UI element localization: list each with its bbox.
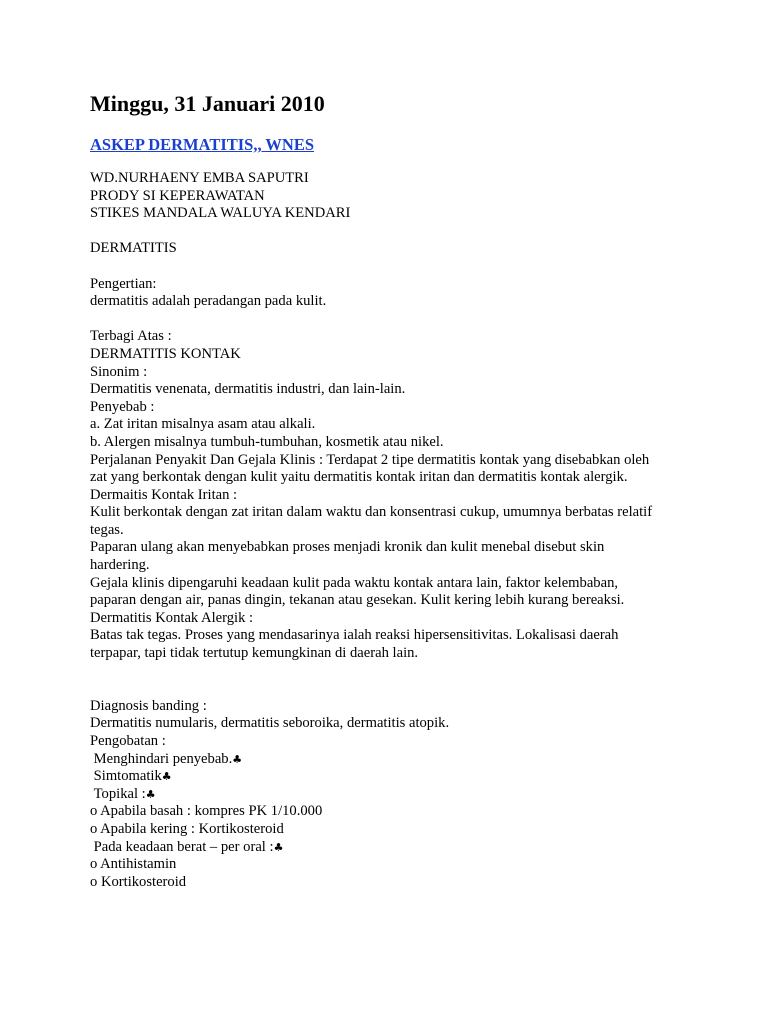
text-line: Dermatitis numularis, dermatitis seboroika, dermatitis atopik. — [90, 715, 450, 732]
section-title: DERMATITIS — [90, 240, 177, 257]
text-line: Batas tak tegas. Proses yang mendasarinya ialah reaksi hipersensitivitas. Lokalisasi daerah — [90, 627, 619, 644]
club-bullet-icon: ♣ — [161, 770, 172, 784]
text-line: a. Zat iritan misalnya asam atau alkali. — [90, 416, 316, 433]
blog-post — [90, 88, 690, 891]
text-line: b. Alergen misalnya tumbuh-tumbuhan, kosmetik atau nikel. — [90, 433, 444, 450]
treatment-text: Pada keadaan berat – per oral : — [90, 838, 274, 855]
text-line: hardering. — [90, 557, 150, 574]
treatment-item — [90, 821, 690, 839]
post-title-link[interactable]: ASKEP DERMATITIS,, WNES — [90, 135, 315, 154]
author-program: PRODY SI KEPERAWATAN — [90, 187, 265, 204]
text-line: Dermatitis Kontak Alergik : — [90, 609, 254, 626]
classification-block — [90, 328, 690, 662]
treatment-item — [90, 768, 690, 786]
treatment-item — [90, 751, 690, 769]
treatment-text: o Apabila kering : Kortikosteroid — [90, 820, 284, 837]
treatment-text: o Kortikosteroid — [90, 873, 187, 890]
text-line: Dermatitis venenata, dermatitis industri, dan lain-lain. — [90, 381, 406, 398]
text-line: Dermaitis Kontak Iritan : — [90, 486, 238, 503]
author-institution: STIKES MANDALA WALUYA KENDARI — [90, 205, 351, 222]
treatment-item — [90, 874, 690, 892]
text-line: tegas. — [90, 521, 124, 538]
text-line: paparan dengan air, panas dingin, tekanan atau gesekan. Kulit kering lebih kurang bereaksi. — [90, 592, 625, 609]
definition-text: dermatitis adalah peradangan pada kulit. — [90, 293, 327, 310]
text-line: Gejala klinis dipengaruhi keadaan kulit pada waktu kontak antara lain, faktor kelembaban, — [90, 574, 619, 591]
text-line: Terbagi Atas : — [90, 328, 172, 345]
club-bullet-icon: ♣ — [273, 840, 284, 854]
text-line: Sinonim : — [90, 363, 148, 380]
treatment-text: Menghindari penyebab. — [90, 750, 233, 767]
treatment-item — [90, 803, 690, 821]
treatment-text: o Antihistamin — [90, 856, 177, 873]
treatment-text: Simtomatik — [90, 768, 162, 785]
treatment-item — [90, 839, 690, 857]
post-body — [90, 170, 690, 891]
date-heading: Minggu, 31 Januari 2010 — [90, 91, 325, 116]
text-line: zat yang berkontak dengan kulit yaitu dermatitis kontak iritan dan dermatitis kontak alergik. — [90, 469, 628, 486]
treatment-text: o Apabila basah : kompres PK 1/10.000 — [90, 803, 323, 820]
definition-label: Pengertian: — [90, 275, 157, 292]
text-line: Perjalanan Penyakit Dan Gejala Klinis : Terdapat 2 tipe dermatitis kontak yang disebabkan oleh — [90, 451, 650, 468]
author-name: WD.NURHAENY EMBA SAPUTRI — [90, 170, 309, 186]
text-line: Kulit berkontak dengan zat iritan dalam waktu dan konsentrasi cukup, umumnya berbatas relatif — [90, 504, 653, 521]
treatment-list — [90, 751, 690, 892]
treatment-text: Topikal : — [90, 785, 146, 802]
diagnosis-block — [90, 698, 690, 751]
text-line: Penyebab : — [90, 398, 155, 415]
text-line: Paparan ulang akan menyebabkan proses menjadi kronik dan kulit menebal disebut skin — [90, 539, 605, 556]
text-line: terpapar, tapi tidak tertutup kemungkinan di daerah lain. — [90, 645, 419, 662]
text-line: DERMATITIS KONTAK — [90, 345, 241, 362]
text-line: Pengobatan : — [90, 733, 166, 749]
treatment-item — [90, 856, 690, 874]
club-bullet-icon: ♣ — [232, 752, 243, 766]
treatment-item — [90, 786, 690, 804]
text-line: Diagnosis banding : — [90, 697, 207, 714]
club-bullet-icon: ♣ — [145, 787, 156, 801]
